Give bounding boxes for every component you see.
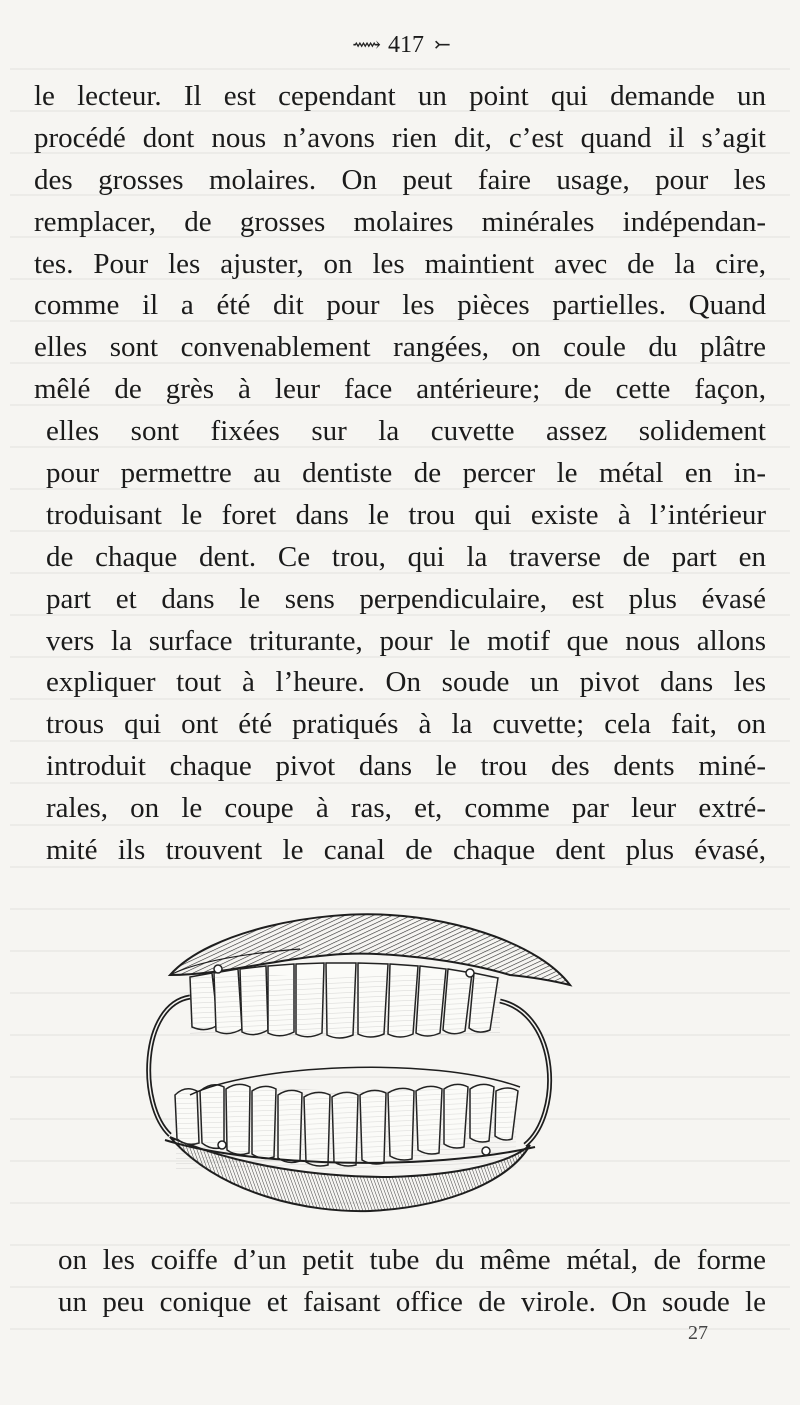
text-line: vers la surface triturante, pour le motif que nous allons — [46, 624, 766, 657]
text-line: mêlé de grès à leur face antérieure; de cette façon, — [34, 373, 766, 406]
text-line: mité ils trouvent le canal de chaque dent plus évasé, — [46, 834, 766, 867]
running-header — [0, 30, 800, 60]
text-line: on les coiffe d’un petit tube du même métal, de forme — [58, 1244, 766, 1276]
text-line: elles sont fixées sur la cuvette assez solidement — [46, 415, 766, 448]
text-line: troduisant le foret dans le trou qui existe à l’intérieur — [46, 498, 766, 531]
left-ornament-icon: ⟿ — [352, 34, 378, 56]
text-line: elles sont convenablement rangées, on coule du plâtre — [34, 331, 766, 364]
text-line: remplacer, de grosses molaires minérales indépendan- — [34, 205, 766, 238]
text-line: des grosses molaires. On peut faire usage, pour les — [34, 163, 766, 196]
text-line: trous qui ont été pratiqués à la cuvette; cela fait, on — [46, 708, 766, 741]
text-line: introduit chaque pivot dans le trou des dents miné- — [46, 750, 766, 783]
denture-illustration — [130, 905, 575, 1217]
text-line: procédé dont nous n’avons rien dit, c’est quand il s’agit — [34, 121, 766, 154]
body-text — [34, 76, 766, 872]
text-line: comme il a été dit pour les pièces partielles. Quand — [34, 289, 766, 322]
text-line: un peu conique et faisant office de virole. On soude le — [58, 1285, 766, 1318]
signature-mark: 27 — [688, 1322, 708, 1344]
denture-engraving-icon — [130, 905, 575, 1217]
text-line: pour permettre au dentiste de percer le métal en in- — [46, 457, 766, 490]
text-line: expliquer tout à l’heure. On soude un pivot dans les — [46, 666, 766, 699]
text-line: tes. Pour les ajuster, on les maintient avec de la cire, — [34, 247, 766, 280]
page-number: 417 — [387, 32, 424, 58]
text-line: le lecteur. Il est cependant un point qui demande un — [34, 80, 766, 112]
body-text-continued — [58, 1240, 766, 1324]
text-line: de chaque dent. Ce trou, qui la traverse de part en — [46, 540, 766, 573]
right-ornament-icon: ⤚ — [433, 34, 448, 56]
text-line: rales, on le coupe à ras, et, comme par leur extré- — [46, 792, 766, 825]
text-line: part et dans le sens perpendiculaire, est plus évasé — [46, 582, 766, 615]
